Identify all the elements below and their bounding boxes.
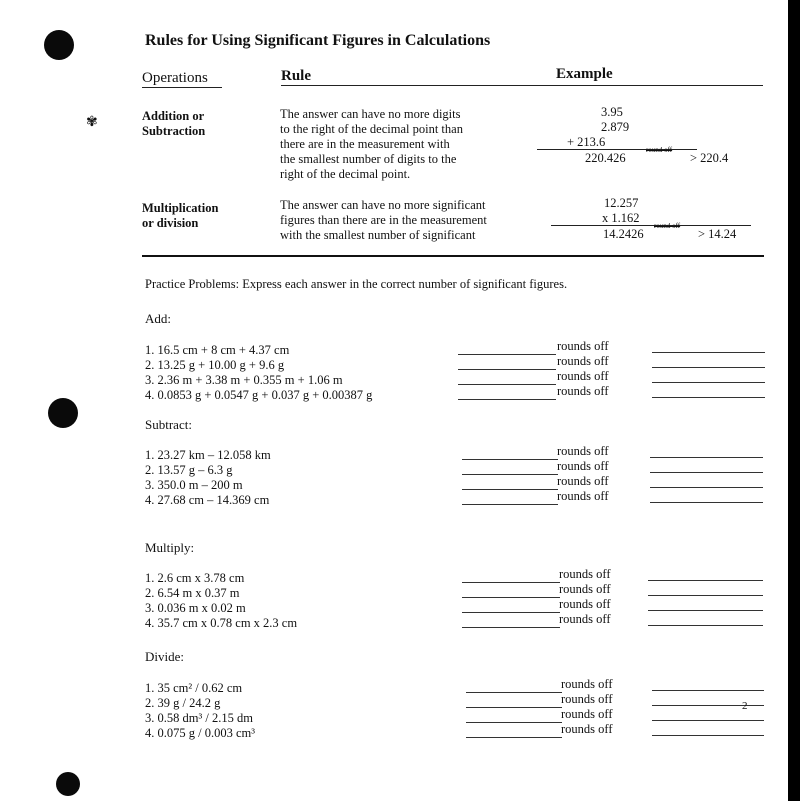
subtract-rounds-label-2: rounds off	[557, 459, 609, 473]
subtract-problem-1: 1. 23.27 km – 12.058 km	[145, 448, 271, 462]
subtract-rounded-blank-3[interactable]	[650, 487, 763, 488]
divide-answer-blank-3[interactable]	[466, 722, 562, 723]
practice-instructions: Practice Problems: Express each answer in the correct number of significant figures.	[145, 277, 568, 291]
example-multiplication-result: 14.2426	[603, 227, 644, 241]
operation-multiplication-line1: Multiplication	[142, 201, 219, 215]
operation-addition-line1: Addition or	[142, 109, 205, 123]
add-rounds-label-3: rounds off	[557, 369, 609, 383]
example-addition-result: 220.426	[585, 151, 626, 165]
punch-hole-top	[44, 30, 74, 60]
section-add-heading: Add:	[145, 311, 171, 326]
divide-problem-4: 4. 0.075 g / 0.003 cm³	[145, 726, 255, 740]
example-addition-sum-line	[537, 149, 697, 150]
multiply-rounds-label-2: rounds off	[559, 582, 611, 596]
rule-addition-line1: The answer can have no more digits	[280, 107, 461, 121]
divide-rounded-blank-4[interactable]	[652, 735, 764, 736]
add-rounded-blank-4[interactable]	[652, 397, 765, 398]
divide-rounds-label-1: rounds off	[561, 677, 613, 691]
divide-rounds-label-4: rounds off	[561, 722, 613, 736]
section-subtract-heading: Subtract:	[145, 417, 192, 432]
divide-rounds-label-2: rounds off	[561, 692, 613, 706]
rule-addition-line5: right of the decimal point.	[280, 167, 411, 181]
page-title: Rules for Using Significant Figures in Calculations	[145, 32, 491, 49]
multiply-problem-2: 2. 6.54 m x 0.37 m	[145, 586, 240, 600]
add-problem-3: 3. 2.36 m + 3.38 m + 0.355 m + 1.06 m	[145, 373, 343, 387]
add-answer-blank-2[interactable]	[458, 369, 556, 370]
example-multiplication-product-line	[551, 225, 751, 226]
example-multiplication-value2: x 1.162	[602, 211, 640, 225]
multiply-rounded-blank-4[interactable]	[648, 625, 763, 626]
example-multiplication-final: > 14.24	[698, 227, 737, 241]
multiply-rounds-label-4: rounds off	[559, 612, 611, 626]
add-rounded-blank-3[interactable]	[652, 382, 765, 383]
header-operations: Operations	[142, 70, 208, 86]
subtract-answer-blank-3[interactable]	[462, 489, 558, 490]
multiply-answer-blank-2[interactable]	[462, 597, 560, 598]
stray-mark: ✾	[86, 115, 98, 130]
add-answer-blank-3[interactable]	[458, 384, 556, 385]
subtract-answer-blank-4[interactable]	[462, 504, 558, 505]
divide-answer-blank-2[interactable]	[466, 707, 562, 708]
divide-problem-1: 1. 35 cm² / 0.62 cm	[145, 681, 243, 695]
add-answer-blank-1[interactable]	[458, 354, 556, 355]
rule-multiplication-line3: with the smallest number of significant	[280, 228, 476, 242]
punch-hole-bottom	[56, 772, 80, 796]
example-multiplication-roundoff-tag: round off	[654, 222, 681, 230]
example-addition-value1: 3.95	[601, 105, 623, 119]
multiply-rounded-blank-2[interactable]	[648, 595, 763, 596]
example-addition-final: > 220.4	[690, 151, 729, 165]
multiply-rounds-label-3: rounds off	[559, 597, 611, 611]
operation-multiplication-line2: or division	[142, 216, 199, 230]
example-addition-value3: + 213.6	[567, 135, 606, 149]
rule-addition-line3: there are in the measurement with	[280, 137, 450, 151]
rule-addition-line2: to the right of the decimal point than	[280, 122, 463, 136]
subtract-rounded-blank-1[interactable]	[650, 457, 763, 458]
subtract-problem-2: 2. 13.57 g – 6.3 g	[145, 463, 233, 477]
add-problem-4: 4. 0.0853 g + 0.0547 g + 0.037 g + 0.00387 g	[145, 388, 373, 402]
add-rounded-blank-2[interactable]	[652, 367, 765, 368]
add-problem-2: 2. 13.25 g + 10.00 g + 9.6 g	[145, 358, 285, 372]
punch-hole-middle	[48, 398, 78, 428]
multiply-problem-3: 3. 0.036 m x 0.02 m	[145, 601, 246, 615]
add-rounded-blank-1[interactable]	[652, 352, 765, 353]
subtract-answer-blank-2[interactable]	[462, 474, 558, 475]
multiply-rounds-label-1: rounds off	[559, 567, 611, 581]
add-rounds-label-4: rounds off	[557, 384, 609, 398]
multiply-answer-blank-3[interactable]	[462, 612, 560, 613]
table-bottom-rule	[142, 255, 764, 257]
header-example: Example	[556, 66, 613, 82]
operation-addition-line2: Subtraction	[142, 124, 206, 138]
rule-multiplication-line2: figures than there are in the measurement	[280, 213, 487, 227]
rule-multiplication-line1: The answer can have no more significant	[280, 198, 486, 212]
subtract-problem-4: 4. 27.68 cm – 14.369 cm	[145, 493, 270, 507]
subtract-answer-blank-1[interactable]	[462, 459, 558, 460]
example-addition-roundoff-tag: round off	[646, 146, 673, 154]
subtract-rounded-blank-4[interactable]	[650, 502, 763, 503]
subtract-rounds-label-4: rounds off	[557, 489, 609, 503]
header-rule-line	[281, 85, 763, 86]
add-rounds-label-2: rounds off	[557, 354, 609, 368]
multiply-problem-4: 4. 35.7 cm x 0.78 cm x 2.3 cm	[145, 616, 298, 630]
add-rounds-label-1: rounds off	[557, 339, 609, 353]
divide-answer-blank-1[interactable]	[466, 692, 562, 693]
divide-problem-3: 3. 0.58 dm³ / 2.15 dm	[145, 711, 253, 725]
add-answer-blank-4[interactable]	[458, 399, 556, 400]
subtract-rounds-label-1: rounds off	[557, 444, 609, 458]
divide-rounded-blank-3[interactable]	[652, 720, 764, 721]
divide-rounded-blank-1[interactable]	[652, 690, 764, 691]
divide-rounds-label-3: rounds off	[561, 707, 613, 721]
add-problem-1: 1. 16.5 cm + 8 cm + 4.37 cm	[145, 343, 290, 357]
multiply-rounded-blank-3[interactable]	[648, 610, 763, 611]
multiply-problem-1: 1. 2.6 cm x 3.78 cm	[145, 571, 245, 585]
handwritten-mark: 2	[742, 700, 748, 712]
scan-border	[788, 0, 800, 801]
header-operations-underline	[142, 87, 222, 88]
example-addition-value2: 2.879	[601, 120, 630, 134]
multiply-rounded-blank-1[interactable]	[648, 580, 763, 581]
divide-problem-2: 2. 39 g / 24.2 g	[145, 696, 221, 710]
multiply-answer-blank-4[interactable]	[462, 627, 560, 628]
section-multiply-heading: Multiply:	[145, 540, 195, 555]
header-rule: Rule	[281, 68, 311, 84]
section-divide-heading: Divide:	[145, 649, 184, 664]
subtract-rounds-label-3: rounds off	[557, 474, 609, 488]
multiply-answer-blank-1[interactable]	[462, 582, 560, 583]
subtract-rounded-blank-2[interactable]	[650, 472, 763, 473]
subtract-problem-3: 3. 350.0 m – 200 m	[145, 478, 243, 492]
rule-addition-line4: the smallest number of digits to the	[280, 152, 457, 166]
divide-answer-blank-4[interactable]	[466, 737, 562, 738]
example-multiplication-value1: 12.257	[604, 196, 639, 210]
